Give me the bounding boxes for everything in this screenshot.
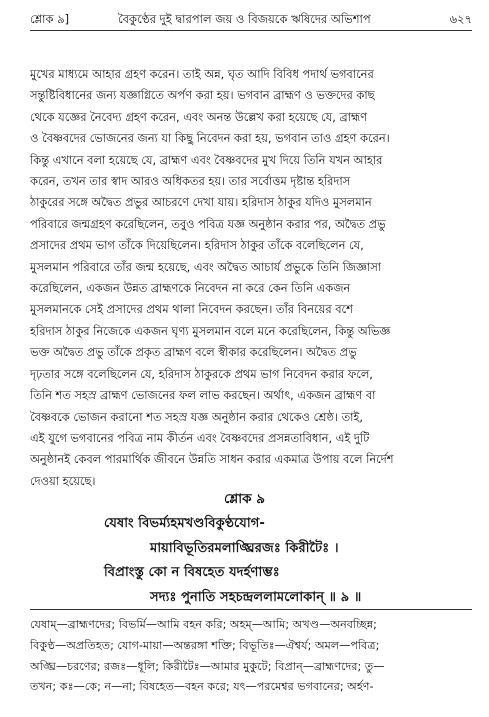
running-header (30, 8, 472, 31)
chapter-title: বৈকুণ্ঠের দুই দ্বারপাল জয় ও বিজয়কে ঋষিদের অভিশাপ (118, 12, 371, 26)
purport-line: বৈষ্ণবকে ভোজন করানো শত সহস্র যজ্ঞ অনুষ্ঠান করার থেকেও শ্রেষ্ঠ। তাই, (30, 409, 363, 424)
purport-line: ও বৈষ্ণবদের ভোজনের জন্য যা কিছু নিবেদন করা হয়, ভগবান তাও গ্রহণ করেন। (30, 131, 390, 146)
verse-line-3: বিপ্রাংস্তু কো ন বিষহেত যদৰ্হণাম্ভঃ (104, 565, 280, 580)
purport-line: থেকে যজ্ঞের নৈবেদ্য গ্রহণ করেন, এবং অনন্ত উল্লেখ করা হয়েছে যে, ব্রাহ্মণ (30, 109, 368, 124)
purport-text (30, 64, 472, 492)
synonyms-section (30, 609, 472, 698)
purport-line: মুসলমানকে সেই প্রসাদের প্রথম থালা নিবেদন করছেন। তাঁর বিনয়ের বশে (30, 302, 353, 317)
synonyms-line: তখন; কঃ—কে; ন—না; বিষহেত—বহন করে; যৎ—পরমেশ্বর ভগবানের; অর্হণ- (30, 680, 374, 694)
purport-line: করেন, তখন তার স্বাদ আরও অধিকতর হয়। তার সর্বোত্তম দৃষ্টান্ত হরিদাস (30, 174, 351, 189)
purport-line: কিন্তু এখানে বলা হয়েছে যে, ব্রাহ্মণ এবং বৈষ্ণবদের মুখ দিয়ে তিনি যখন আহার (30, 152, 383, 167)
purport-line: প্রসাদের প্রথম ভাগ তাঁকে দিয়েছিলেন। হরিদাস ঠাকুর তাঁকে বলেছিলেন যে, (30, 238, 364, 253)
purport-line: তিনি শত সহস্র ব্রাহ্মণ ভোজনের ফল লাভ করছেন। অর্থাৎ, একজন ব্রাহ্মণ বা (30, 388, 376, 403)
verse-title: শ্লোক ৯ (223, 491, 266, 507)
purport-line: ঠাকুরের সঙ্গে অদ্বৈত প্রভুর আচরণে দেখা যায়। হরিদাস ঠাকুর যদিও মুসলমান (30, 195, 372, 210)
purport-line: এই যুগে ভগবানের পবিত্র নাম কীর্তন এবং বৈষ্ণবদের প্রসন্নতাবিধান, এই দুটি (30, 430, 370, 445)
verse-line-4: সদ্যঃ পুনাতি সহচন্দ্রললামলোকান্ ॥ ৯ ॥ (150, 589, 362, 605)
synonyms-line: বিকুণ্ঠ—অপ্রতিহত; যোগ-মায়া—অন্তরঙ্গা শক্তি; বিভূতিঃ—ঐশ্বর্য; অমল—পবিত্র; (30, 638, 380, 652)
purport-line: পরিবারে জন্মগ্রহণ করেছিলেন, তবুও পবিত্র যজ্ঞ অনুষ্ঠান করার পর, অদ্বৈত প্রভু (30, 216, 386, 231)
purport-line: মুসলমান পরিবারে তাঁর জন্ম হয়েছে, এবং অদ্বৈত আচার্য প্রভুকে তিনি জিজ্ঞাসা (30, 259, 382, 274)
purport-line: অনুষ্ঠানই কেবল পারমার্থিক জীবনে উন্নতি সাধন করার একমাত্র উপায় বলে নির্দেশ (30, 452, 394, 467)
verse-line-2: মায়াবিভূতিরমলাঙ্ঘ্রিরজঃ কিরীটৈঃ । (150, 540, 339, 556)
purport-line: দৃঢ়তার সঙ্গে বলেছিলেন যে, হরিদাস ঠাকুরকে প্রথম ভাগ নিবেদন করার ফলে, (30, 366, 373, 381)
page-number: ৬২৭ (449, 12, 472, 26)
purport-line: মুখের মাধ্যমে আহার গ্রহণ করেন। তাই অন্ন, ঘৃত আদি বিবিধ পদার্থ ভগবানের (30, 67, 374, 81)
synonyms-line: যেষাম্—ব্রাহ্মণদের; বিভর্মি—আমি বহন করি; অহম্—আমি; অখণ্ড—অনবচ্ছিন্ন; (30, 618, 377, 631)
verse-line-1: যেষাং বিভর্ম্যহমখণ্ডবিকুণ্ঠযোগ- (104, 516, 265, 531)
purport-line: ভক্ত অদ্বৈত প্রভু তাঁকে প্রকৃত ব্রাহ্মণ বলে স্বীকার করেছিলেন। অদ্বৈত প্রভু (30, 345, 357, 360)
purport-line: সন্তুষ্টিবিধানের জন্য যজ্ঞাগ্নিতে অর্পণ করা হয়। ভগবান ব্রাহ্মণ ও ভক্তদের কাছ (30, 88, 375, 103)
verse-reference: শ্লোক ৯] (30, 12, 70, 26)
purport-line: দেওয়া হয়েছে। (30, 473, 96, 488)
verse-block (0, 486, 489, 610)
purport-line: হরিদাস ঠাকুর নিজেকে একজন ঘৃণ্য মুসলমান বলে মনে করেছিলেন, কিন্তু অভিজ্ঞ (30, 323, 391, 338)
purport-line: করেছিলেন, একজন উন্নত ব্রাহ্মণকে নিবেদন না করে কেন তিনি একজন (30, 281, 351, 296)
synonyms-line: অঙ্ঘ্রি—চরণের; রজঃ—ধূলি; কিরীটৈঃ—আমার মুকুটে; বিপ্রান্—ব্রাহ্মণদের; তু— (30, 659, 385, 673)
